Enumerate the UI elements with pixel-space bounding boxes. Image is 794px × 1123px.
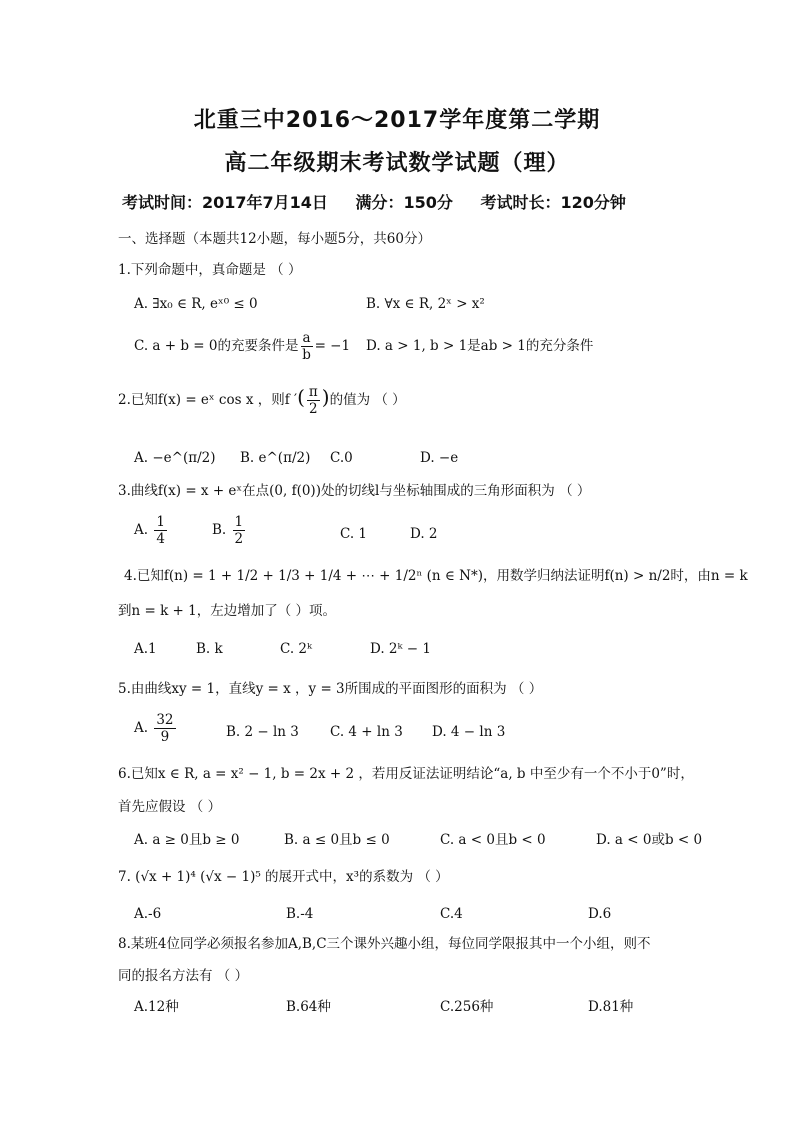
question-1-option-c-suffix: = −1 — [314, 338, 351, 354]
question-6-stem-line2: 首先应假设 （ ） — [118, 799, 222, 815]
fraction — [154, 514, 167, 547]
question-4-option-b: B. k — [196, 641, 223, 657]
question-5-option-b: B. 2 − ln 3 — [226, 724, 299, 740]
question-2-option-b: B. e^(π/2) — [240, 450, 311, 466]
fraction — [233, 514, 246, 547]
question-6-stem-line1: 6.已知x ∈ R, a = x² − 1, b = 2x + 2 ，若用反证法证明结论“a, b 中至少有一个不小于0”时， — [118, 766, 694, 782]
exam-duration: 考试时长：120分钟 — [480, 193, 626, 212]
question-1-option-b: B. ∀x ∈ R, 2ˣ > x² — [366, 296, 485, 312]
full-score: 满分：150分 — [355, 193, 453, 212]
exam-time: 考试时间：2017年7月14日 — [122, 193, 328, 212]
fraction-numerator: 32 — [156, 712, 174, 728]
fraction-denominator: 9 — [160, 729, 170, 745]
question-1-option-a: A. ∃x₀ ∈ R, eˣ⁰ ≤ 0 — [134, 296, 258, 312]
question-5-option-d: D. 4 − ln 3 — [432, 724, 506, 740]
question-3-option-b-prefix: B. — [212, 522, 227, 538]
fraction — [307, 384, 320, 417]
question-2-option-d: D. −e — [420, 450, 459, 466]
question-1-option-d: D. a > 1, b > 1是ab > 1的充分条件 — [366, 338, 594, 354]
question-5-option-c: C. 4 + ln 3 — [330, 724, 403, 740]
question-8-option-c: C.256种 — [440, 999, 494, 1015]
question-4-option-d: D. 2ᵏ − 1 — [370, 641, 431, 657]
question-5-option-a — [134, 712, 178, 745]
exam-title-line1: 北重三中2016～2017学年度第二学期 — [193, 108, 601, 133]
question-2-stem-prefix: 2.已知f(x) = eˣ cos x ，则f ′ — [118, 392, 298, 408]
question-2-option-c: C.0 — [330, 450, 353, 466]
fraction-denominator: b — [302, 347, 311, 363]
question-8-option-d: D.81种 — [588, 999, 634, 1015]
question-5-stem: 5.由曲线xy = 1，直线y = x ，y = 3所围成的平面图形的面积为 （ ） — [118, 681, 543, 697]
question-7-option-d: D.6 — [588, 906, 612, 922]
question-6-option-c: C. a < 0且b < 0 — [440, 832, 546, 848]
question-7-option-b: B.-4 — [286, 906, 314, 922]
question-7-stem: 7. (√x + 1)⁴ (√x − 1)⁵ 的展开式中，x³的系数为 （ ） — [118, 869, 449, 885]
fraction-denominator: 2 — [234, 531, 244, 547]
question-7-option-a: A.-6 — [134, 906, 162, 922]
exam-info-row — [122, 190, 648, 213]
question-3-option-a — [134, 514, 169, 547]
question-8-stem-line2: 同的报名方法有 （ ） — [118, 968, 249, 984]
question-4-option-a: A.1 — [134, 641, 157, 657]
exam-title-line2: 高二年级期末考试数学试题（理） — [224, 151, 570, 176]
question-8-option-b: B.64种 — [286, 999, 331, 1015]
question-6-option-a: A. a ≥ 0且b ≥ 0 — [134, 832, 240, 848]
question-1-option-c — [134, 330, 350, 363]
question-4-stem-line1: 4.已知f(n) = 1 + 1/2 + 1/3 + 1/4 + ⋯ + 1/2ⁿ (n ∈ N*)，用数学归纳法证明f(n) > n/2时，由n = k — [124, 568, 748, 584]
question-2-stem-suffix: 的值为 （ ） — [329, 392, 406, 408]
section-heading: 一、选择题（本题共12小题，每小题5分，共60分） — [118, 231, 431, 247]
question-8-option-a: A.12种 — [134, 999, 179, 1015]
question-6-option-b: B. a ≤ 0且b ≤ 0 — [284, 832, 390, 848]
fraction-denominator: 4 — [156, 531, 165, 547]
question-4-stem-line2: 到n = k + 1，左边增加了（ ）项。 — [118, 603, 337, 619]
fraction-numerator: a — [302, 330, 311, 346]
question-1-stem: 1.下列命题中，真命题是 （ ） — [118, 262, 302, 278]
fraction — [154, 712, 175, 745]
question-2-stem: 2.已知f(x) = eˣ cos x ，则f ′( $\frac{\pi}{2}$ )的值为 （ ） — [118, 384, 406, 417]
fraction-numerator: 1 — [156, 514, 165, 530]
question-3-option-d: D. 2 — [410, 526, 438, 542]
question-2-option-a: A. −e^(π/2) — [134, 450, 216, 466]
question-4-option-c: C. 2ᵏ — [280, 641, 312, 657]
question-1-option-c-prefix: C. a + b = 0的充要条件是 — [134, 338, 299, 354]
question-6-option-d: D. a < 0或b < 0 — [596, 832, 703, 848]
question-3-option-c: C. 1 — [340, 526, 368, 542]
fraction — [301, 330, 313, 363]
question-3-option-a-prefix: A. — [134, 522, 149, 538]
question-3-option-b — [212, 514, 247, 547]
fraction-denominator: 2 — [309, 401, 318, 417]
question-3-stem: 3.曲线f(x) = x + eˣ在点(0, f(0))处的切线l与坐标轴围成的三角形面积为 （ ） — [118, 483, 591, 499]
question-8-stem-line1: 8.某班4位同学必须报名参加A,B,C三个课外兴趣小组，每位同学限报其中一个小组，则不 — [118, 936, 651, 952]
fraction-numerator: 1 — [234, 514, 244, 530]
fraction-numerator: π — [308, 384, 318, 400]
question-5-option-a-prefix: A. — [134, 720, 149, 736]
question-7-option-c: C.4 — [440, 906, 463, 922]
